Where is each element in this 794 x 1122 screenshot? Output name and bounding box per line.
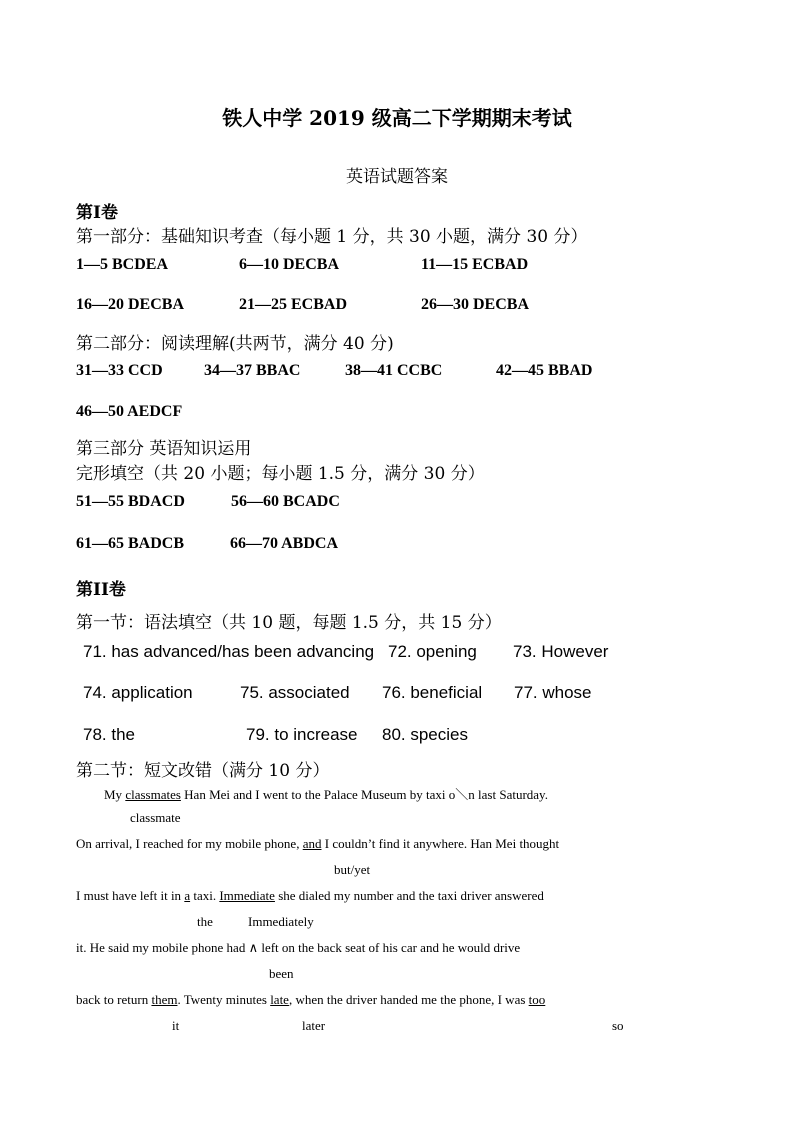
grammar-answer: 71. has advanced/has been advancing [83,642,375,661]
answer-group: 16—20 DECBA [76,296,185,313]
part3-heading: 第三部分 英语知识运用 [76,439,252,459]
error-word: them [151,992,178,1007]
correction-fix: but/yet [334,862,371,877]
answer-group: 66—70 ABDCA [230,535,339,552]
cloze-heading: 完形填空（共 20 小题；每小题 1.5 分，满分 30 分） [76,464,485,484]
correction-line: it. He said my mobile phone had ∧ left on the back seat of his car and he would drive [76,940,521,955]
error-word: classmates [125,787,181,802]
part2-heading: 第二部分：阅读理解(共两节，满分 40 分) [76,334,394,354]
volume-1-label: 第I卷 [76,203,118,223]
answer-group: 51—55 BDACD [76,493,185,510]
correction-line: back to return them. Twenty minutes late, when the driver handed me the phone, I was too [76,992,546,1007]
answer-group: 61—65 BADCB [76,535,185,552]
grammar-answer: 74. application [83,683,193,702]
grammar-answer: 73. However [513,642,609,661]
answer-group: 56—60 BCADC [231,493,340,510]
section2-heading: 第二节：短文改错（满分 10 分） [76,761,330,781]
error-word: Immediate [219,888,275,903]
grammar-answer: 77. whose [514,683,592,702]
error-word: late [270,992,289,1007]
grammar-answer: 78. the [83,725,135,744]
correction-fix: Immediately [248,914,314,929]
correction-line: My classmates Han Mei and I went to the Palace Museum by taxi o＼n last Saturday. [104,787,548,802]
correction-fix: been [269,966,294,981]
grammar-answer: 76. beneficial [382,683,483,702]
section1-heading: 第一节：语法填空（共 10 题，每题 1.5 分，共 15 分） [76,613,502,633]
correction-fix: it [172,1018,180,1033]
correction-line: On arrival, I reached for my mobile phone, and I couldn’t find it anywhere. Han Mei thought [76,836,560,851]
answer-group: 1—5 BCDEA [76,256,169,273]
correction-line: I must have left it in a taxi. Immediate she dialed my number and the taxi driver answered [76,888,544,903]
answer-group: 31—33 CCD [76,362,163,379]
grammar-answer: 72. opening [388,642,477,661]
grammar-answer: 79. to increase [246,725,358,744]
correction-fix: the [197,914,213,929]
part1-heading: 第一部分：基础知识考查（每小题 1 分，共 30 小题，满分 30 分） [76,227,588,247]
error-word: a [184,888,191,903]
answer-group: 6—10 DECBA [239,256,340,273]
answer-group: 46—50 AEDCF [76,403,183,420]
correction-fix: classmate [130,810,181,825]
answer-group: 42—45 BBAD [496,362,593,379]
volume-2-label: 第II卷 [76,580,126,600]
correction-fix: so [612,1018,624,1033]
answer-group: 38—41 CCBC [345,362,443,379]
correction-fix: later [302,1018,326,1033]
page-title: 铁人中学 2019 级高二下学期期末考试 [222,106,572,130]
grammar-answer: 75. associated [240,683,350,702]
error-word: and [302,836,322,851]
error-word: too [528,992,546,1007]
grammar-answer: 80. species [382,725,468,744]
answer-group: 11—15 ECBAD [421,256,529,273]
answer-group: 21—25 ECBAD [239,296,348,313]
answer-group: 26—30 DECBA [421,296,530,313]
page-subtitle: 英语试题答案 [346,167,448,187]
answer-group: 34—37 BBAC [204,362,301,379]
